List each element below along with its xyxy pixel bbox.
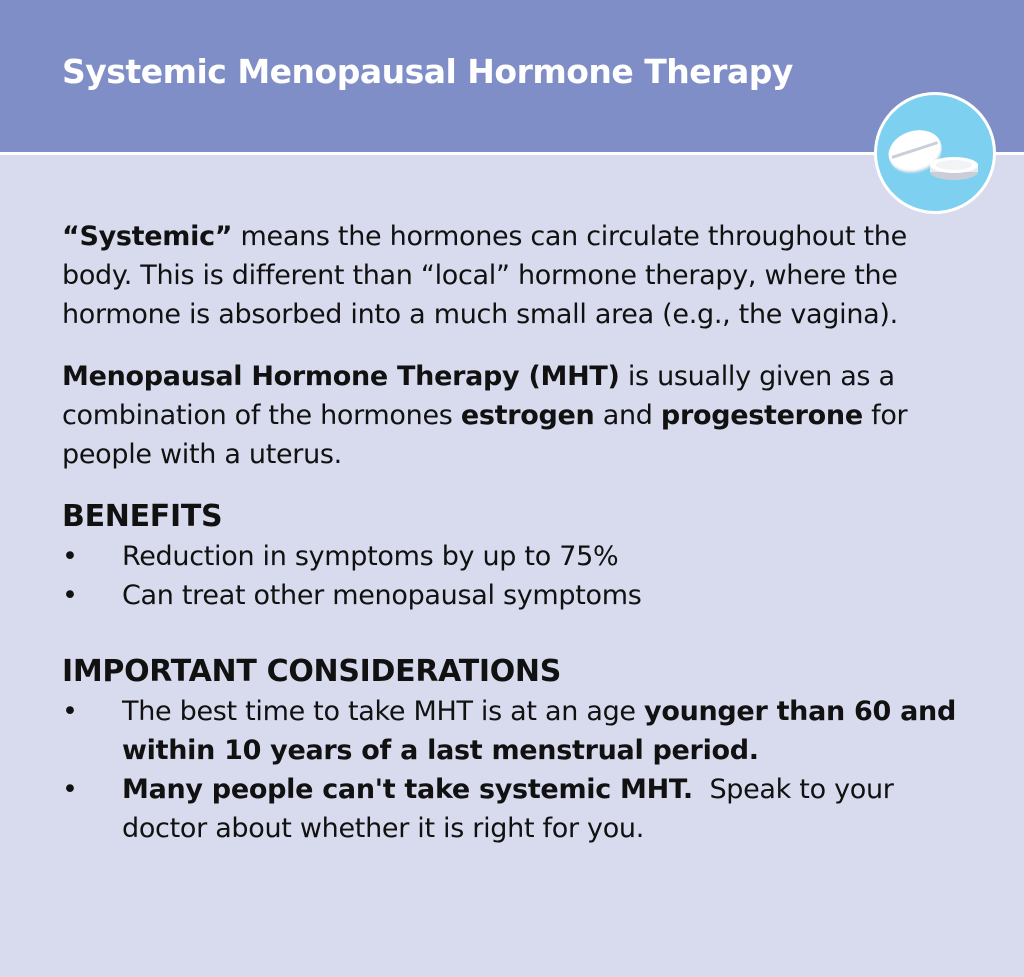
list-item [62,770,962,848]
bullet-icon: • [62,774,78,805]
mht-paragraph [62,357,962,474]
bullet-icon: • [62,541,78,572]
header-divider [0,152,1024,155]
mht-text: is usually given as a combination of the hormones [62,361,895,431]
bullet-icon: • [62,696,78,727]
benefits-list [62,537,962,615]
page-title: Systemic Menopausal Hormone Therapy [62,52,793,91]
systemic-definition: means the hormones can circulate throughout the body. This is different than “local” hormone therapy, where the hormone is absorbed into a much small area (e.g., the vagina). [62,221,907,330]
considerations-heading: IMPORTANT CONSIDERATIONS [62,654,562,689]
mht-term: Menopausal Hormone Therapy (MHT) [62,361,620,392]
content [62,217,962,848]
systemic-term: “Systemic” [62,221,233,252]
estrogen-term: estrogen [460,400,595,431]
progesterone-term: progesterone [660,400,863,431]
benefits-heading: BENEFITS [62,499,223,534]
list-item-emphasis: younger than 60 and within 10 years of a last menstrual period. [122,696,956,766]
list-item-emphasis: Many people can't take systemic MHT. [122,774,693,805]
list-item [62,537,962,576]
mht-text: and [594,400,661,431]
list-item-text: Speak to your doctor about whether it is right for you. [122,774,902,844]
list-item-text: Can treat other menopausal symptoms [122,580,642,611]
systemic-paragraph [62,217,962,334]
pill-icon [874,92,996,214]
list-item-text: Reduction in symptoms by up to 75% [122,541,619,572]
considerations-list [62,692,962,848]
list-item-text: The best time to take MHT is at an age [122,696,645,727]
bullet-icon: • [62,580,78,611]
mht-text: for people with a uterus. [62,400,908,470]
list-item [62,692,962,770]
list-item [62,576,962,615]
